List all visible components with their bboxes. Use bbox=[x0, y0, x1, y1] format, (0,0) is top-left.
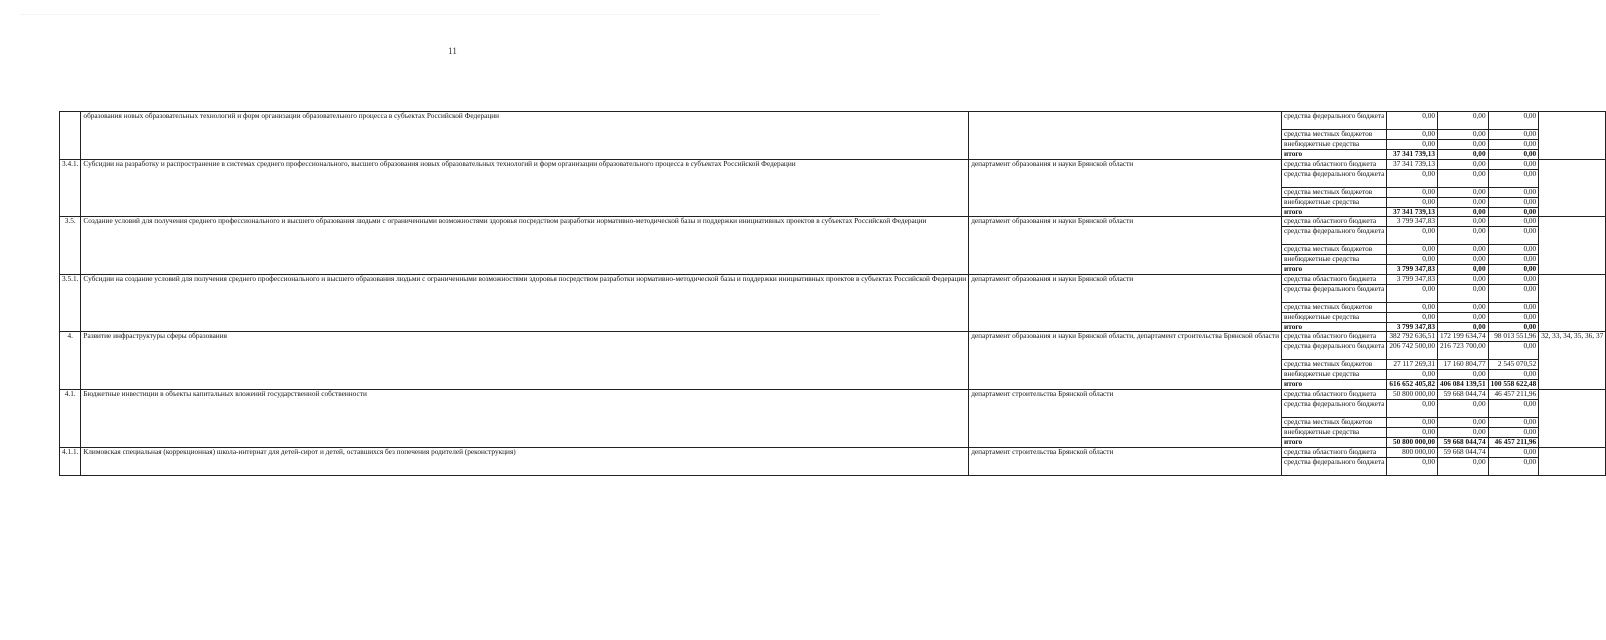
amount-year-3: 0,00 bbox=[1488, 169, 1539, 187]
amount-year-1: 0,00 bbox=[1387, 112, 1438, 130]
amount-year-3: 0,00 bbox=[1488, 159, 1539, 169]
activity-name: Бюджетные инвестиции в объекты капитальных вложений государственной собственности bbox=[81, 389, 969, 447]
responsible-department bbox=[969, 112, 1282, 160]
amount-year-2: 172 199 634,74 bbox=[1438, 332, 1489, 342]
amount-year-3: 0,00 bbox=[1488, 130, 1539, 140]
amount-year-1: 616 652 405,82 bbox=[1387, 380, 1438, 390]
amount-year-2: 0,00 bbox=[1438, 217, 1489, 227]
funding-source: средства областного бюджета bbox=[1282, 159, 1387, 169]
amount-year-3: 0,00 bbox=[1488, 312, 1539, 322]
funding-source: средства федерального бюджета bbox=[1282, 457, 1387, 475]
row-number: 4.1. bbox=[60, 389, 81, 447]
amount-year-1: 3 799 347,83 bbox=[1387, 274, 1438, 284]
amount-year-1: 37 341 739,13 bbox=[1387, 150, 1438, 160]
funding-source: средства областного бюджета bbox=[1282, 217, 1387, 227]
amount-year-3: 46 457 211,96 bbox=[1488, 389, 1539, 399]
amount-year-1: 0,00 bbox=[1387, 255, 1438, 265]
funding-source: средства областного бюджета bbox=[1282, 389, 1387, 399]
amount-year-2: 0,00 bbox=[1438, 112, 1489, 130]
row-number: 4. bbox=[60, 332, 81, 390]
amount-year-2: 0,00 bbox=[1438, 274, 1489, 284]
activity-name: Развитие инфраструктуры сферы образования bbox=[81, 332, 969, 390]
funding-source: итого bbox=[1282, 150, 1387, 160]
funding-source: средства областного бюджета bbox=[1282, 447, 1387, 457]
indicator-numbers bbox=[1539, 112, 1606, 160]
funding-source: итого bbox=[1282, 265, 1387, 275]
amount-year-2: 0,00 bbox=[1438, 284, 1489, 302]
funding-source: средства местных бюджетов bbox=[1282, 417, 1387, 427]
activity-name: Субсидии на создание условий для получения среднего профессионального и высшего образования людьми с ограниченными возможностями здоровья посредством разработки нормативно-методической базы и поддержки инициативных проектов в субъектах Российской Федерации bbox=[81, 274, 969, 332]
amount-year-2: 0,00 bbox=[1438, 427, 1489, 437]
amount-year-1: 37 341 739,13 bbox=[1387, 207, 1438, 217]
amount-year-1: 0,00 bbox=[1387, 227, 1438, 245]
table-row bbox=[60, 389, 1606, 399]
indicator-numbers bbox=[1539, 274, 1606, 332]
amount-year-2: 0,00 bbox=[1438, 399, 1489, 417]
funding-source: внебюджетные средства bbox=[1282, 370, 1387, 380]
funding-source: средства областного бюджета bbox=[1282, 274, 1387, 284]
amount-year-3: 98 013 551,96 bbox=[1488, 332, 1539, 342]
responsible-department: департамент строительства Брянской области bbox=[969, 389, 1282, 447]
amount-year-2: 0,00 bbox=[1438, 159, 1489, 169]
amount-year-2: 0,00 bbox=[1438, 322, 1489, 332]
responsible-department: департамент образования и науки Брянской области, департамент строительства Брянской области bbox=[969, 332, 1282, 390]
amount-year-1: 0,00 bbox=[1387, 417, 1438, 427]
amount-year-3: 0,00 bbox=[1488, 322, 1539, 332]
amount-year-3: 0,00 bbox=[1488, 255, 1539, 265]
amount-year-3: 0,00 bbox=[1488, 217, 1539, 227]
amount-year-1: 0,00 bbox=[1387, 312, 1438, 322]
amount-year-1: 3 799 347,83 bbox=[1387, 217, 1438, 227]
table-row bbox=[60, 447, 1606, 457]
amount-year-2: 0,00 bbox=[1438, 370, 1489, 380]
activity-name: образования новых образовательных технологий и форм организации образовательного процесса в субъектах Российской Федерации bbox=[81, 112, 969, 160]
amount-year-3: 0,00 bbox=[1488, 370, 1539, 380]
funding-source: внебюджетные средства bbox=[1282, 312, 1387, 322]
amount-year-3: 0,00 bbox=[1488, 207, 1539, 217]
table-row bbox=[60, 217, 1606, 227]
amount-year-3: 0,00 bbox=[1488, 284, 1539, 302]
row-number: 3.5.1. bbox=[60, 274, 81, 332]
amount-year-1: 0,00 bbox=[1387, 302, 1438, 312]
amount-year-1: 206 742 500,00 bbox=[1387, 342, 1438, 360]
amount-year-2: 59 668 044,74 bbox=[1438, 437, 1489, 447]
amount-year-2: 0,00 bbox=[1438, 417, 1489, 427]
amount-year-1: 0,00 bbox=[1387, 427, 1438, 437]
activity-name: Климовская специальная (коррекционная) школа-интернат для детей-сирот и детей, оставшихся без попечения родителей (реконструкция) bbox=[81, 447, 969, 475]
funding-source: внебюджетные средства bbox=[1282, 427, 1387, 437]
amount-year-3: 0,00 bbox=[1488, 140, 1539, 150]
funding-source: внебюджетные средства bbox=[1282, 255, 1387, 265]
amount-year-2: 0,00 bbox=[1438, 169, 1489, 187]
scan-noise bbox=[20, 14, 880, 25]
responsible-department: департамент образования и науки Брянской области bbox=[969, 159, 1282, 217]
amount-year-3: 0,00 bbox=[1488, 342, 1539, 360]
amount-year-2: 17 160 804,77 bbox=[1438, 360, 1489, 370]
table-row bbox=[60, 274, 1606, 284]
budget-table bbox=[59, 111, 1606, 476]
funding-source: средства федерального бюджета bbox=[1282, 342, 1387, 360]
funding-source: итого bbox=[1282, 207, 1387, 217]
indicator-numbers bbox=[1539, 389, 1606, 447]
amount-year-2: 59 668 044,74 bbox=[1438, 447, 1489, 457]
amount-year-3: 0,00 bbox=[1488, 447, 1539, 457]
amount-year-1: 0,00 bbox=[1387, 197, 1438, 207]
responsible-department: департамент образования и науки Брянской области bbox=[969, 274, 1282, 332]
funding-source: внебюджетные средства bbox=[1282, 140, 1387, 150]
funding-source: средства местных бюджетов bbox=[1282, 130, 1387, 140]
table-row bbox=[60, 332, 1606, 342]
amount-year-2: 0,00 bbox=[1438, 265, 1489, 275]
amount-year-2: 0,00 bbox=[1438, 207, 1489, 217]
indicator-numbers bbox=[1539, 217, 1606, 275]
amount-year-3: 0,00 bbox=[1488, 227, 1539, 245]
amount-year-3: 0,00 bbox=[1488, 417, 1539, 427]
amount-year-2: 0,00 bbox=[1438, 255, 1489, 265]
amount-year-3: 0,00 bbox=[1488, 274, 1539, 284]
amount-year-2: 0,00 bbox=[1438, 457, 1489, 475]
amount-year-3: 0,00 bbox=[1488, 187, 1539, 197]
amount-year-3: 100 558 622,48 bbox=[1488, 380, 1539, 390]
funding-source: средства местных бюджетов bbox=[1282, 187, 1387, 197]
amount-year-3: 0,00 bbox=[1488, 197, 1539, 207]
amount-year-1: 800 000,00 bbox=[1387, 447, 1438, 457]
amount-year-1: 0,00 bbox=[1387, 370, 1438, 380]
funding-source: средства федерального бюджета bbox=[1282, 284, 1387, 302]
amount-year-1: 0,00 bbox=[1387, 245, 1438, 255]
amount-year-2: 0,00 bbox=[1438, 312, 1489, 322]
page-number: 11 bbox=[448, 46, 457, 56]
amount-year-1: 37 341 739,13 bbox=[1387, 159, 1438, 169]
indicator-numbers bbox=[1539, 447, 1606, 475]
amount-year-1: 0,00 bbox=[1387, 399, 1438, 417]
funding-source: средства федерального бюджета bbox=[1282, 399, 1387, 417]
amount-year-1: 3 799 347,83 bbox=[1387, 265, 1438, 275]
funding-source: средства местных бюджетов bbox=[1282, 245, 1387, 255]
amount-year-1: 27 117 269,31 bbox=[1387, 360, 1438, 370]
amount-year-2: 0,00 bbox=[1438, 130, 1489, 140]
amount-year-3: 0,00 bbox=[1488, 457, 1539, 475]
amount-year-1: 0,00 bbox=[1387, 130, 1438, 140]
amount-year-2: 406 084 139,51 bbox=[1438, 380, 1489, 390]
funding-source: средства федерального бюджета bbox=[1282, 112, 1387, 130]
activity-name: Субсидии на разработку и распространение в системах среднего профессионального, высшего образования новых образовательных технологий и форм организации образовательного процесса в субъектах Российской Федерации bbox=[81, 159, 969, 217]
amount-year-1: 0,00 bbox=[1387, 457, 1438, 475]
amount-year-2: 0,00 bbox=[1438, 187, 1489, 197]
amount-year-3: 0,00 bbox=[1488, 427, 1539, 437]
funding-source: средства областного бюджета bbox=[1282, 332, 1387, 342]
amount-year-1: 0,00 bbox=[1387, 140, 1438, 150]
amount-year-2: 0,00 bbox=[1438, 150, 1489, 160]
funding-source: средства местных бюджетов bbox=[1282, 302, 1387, 312]
amount-year-1: 50 800 000,00 bbox=[1387, 389, 1438, 399]
amount-year-1: 0,00 bbox=[1387, 169, 1438, 187]
responsible-department: департамент образования и науки Брянской области bbox=[969, 217, 1282, 275]
amount-year-2: 0,00 bbox=[1438, 227, 1489, 245]
funding-source: средства местных бюджетов bbox=[1282, 360, 1387, 370]
amount-year-1: 382 792 636,51 bbox=[1387, 332, 1438, 342]
amount-year-1: 0,00 bbox=[1387, 187, 1438, 197]
row-number: 3.4.1. bbox=[60, 159, 81, 217]
amount-year-1: 0,00 bbox=[1387, 284, 1438, 302]
responsible-department: департамент строительства Брянской области bbox=[969, 447, 1282, 475]
amount-year-2: 0,00 bbox=[1438, 302, 1489, 312]
amount-year-3: 46 457 211,96 bbox=[1488, 437, 1539, 447]
amount-year-3: 0,00 bbox=[1488, 265, 1539, 275]
amount-year-3: 2 545 070,52 bbox=[1488, 360, 1539, 370]
amount-year-3: 0,00 bbox=[1488, 150, 1539, 160]
activity-name: Создание условий для получения среднего профессионального и высшего образования людьми с ограниченными возможностями здоровья посредством разработки нормативно-методической базы и поддержки инициативных проектов в субъектах Российской Федерации bbox=[81, 217, 969, 275]
amount-year-2: 0,00 bbox=[1438, 245, 1489, 255]
table-row bbox=[60, 112, 1606, 130]
funding-source: итого bbox=[1282, 437, 1387, 447]
amount-year-2: 216 723 700,00 bbox=[1438, 342, 1489, 360]
indicator-numbers: 32, 33, 34, 35, 36, 37 bbox=[1539, 332, 1606, 390]
budget-table-body bbox=[60, 112, 1606, 476]
amount-year-1: 50 800 000,00 bbox=[1387, 437, 1438, 447]
table-row bbox=[60, 159, 1606, 169]
funding-source: итого bbox=[1282, 322, 1387, 332]
amount-year-2: 0,00 bbox=[1438, 140, 1489, 150]
row-number bbox=[60, 112, 81, 160]
amount-year-2: 59 668 044,74 bbox=[1438, 389, 1489, 399]
row-number: 4.1.1. bbox=[60, 447, 81, 475]
amount-year-2: 0,00 bbox=[1438, 197, 1489, 207]
amount-year-3: 0,00 bbox=[1488, 399, 1539, 417]
funding-source: средства федерального бюджета bbox=[1282, 227, 1387, 245]
indicator-numbers bbox=[1539, 159, 1606, 217]
amount-year-3: 0,00 bbox=[1488, 245, 1539, 255]
funding-source: средства федерального бюджета bbox=[1282, 169, 1387, 187]
amount-year-3: 0,00 bbox=[1488, 302, 1539, 312]
amount-year-1: 3 799 347,83 bbox=[1387, 322, 1438, 332]
funding-source: итого bbox=[1282, 380, 1387, 390]
row-number: 3.5. bbox=[60, 217, 81, 275]
amount-year-3: 0,00 bbox=[1488, 112, 1539, 130]
funding-source: внебюджетные средства bbox=[1282, 197, 1387, 207]
